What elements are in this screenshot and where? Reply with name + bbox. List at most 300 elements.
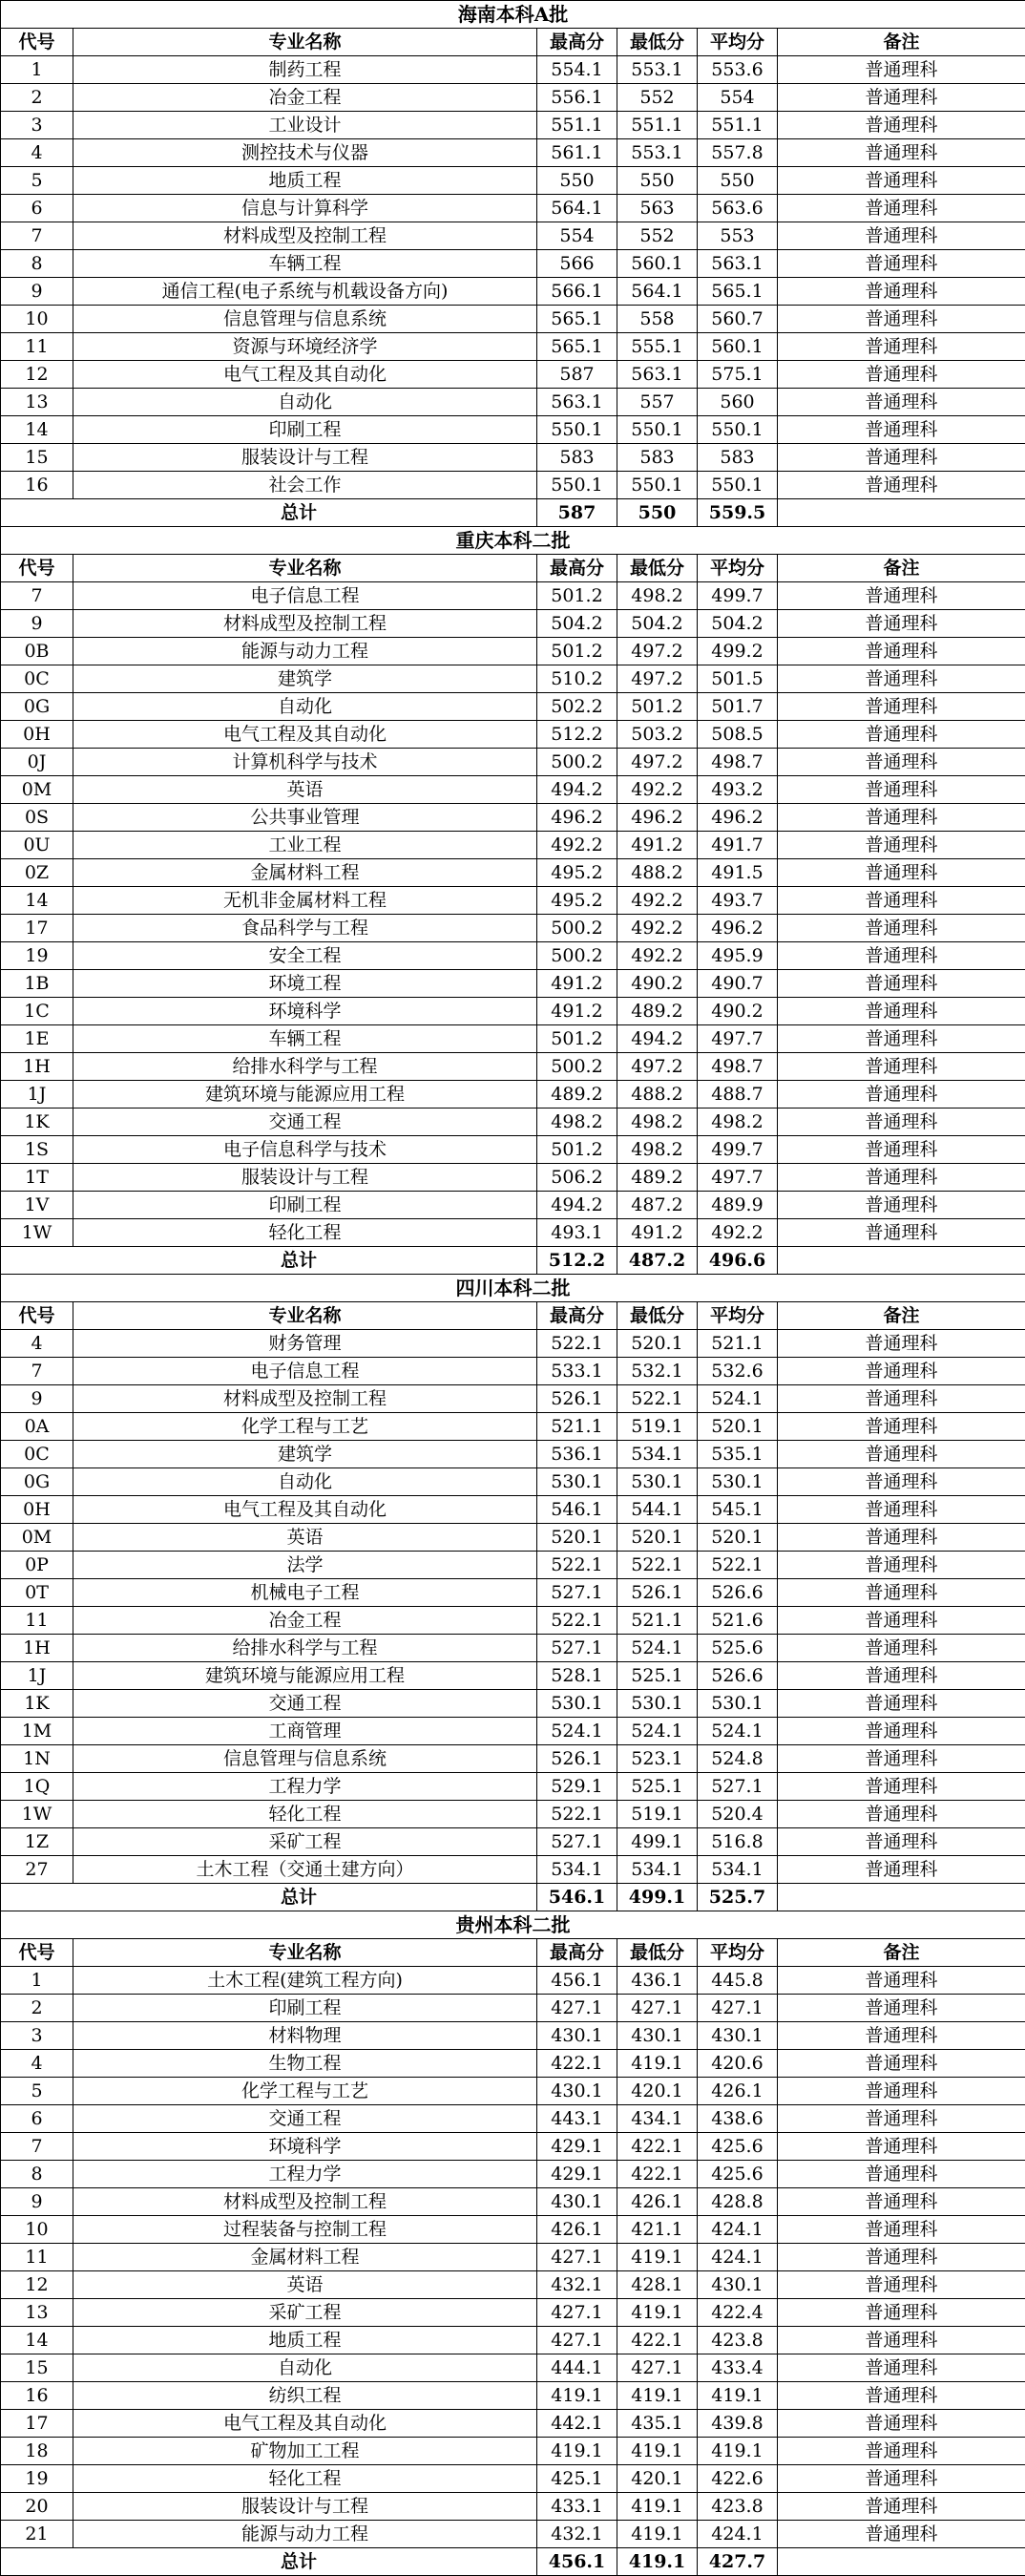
- min-score-cell: 498.2: [617, 582, 698, 610]
- code-cell: 5: [1, 167, 73, 195]
- major-cell: 材料成型及控制工程: [73, 222, 537, 250]
- note-cell: 普通理科: [778, 2078, 1025, 2105]
- major-cell: 英语: [73, 2271, 537, 2299]
- header-avg: 平均分: [698, 1302, 778, 1330]
- note-cell: 普通理科: [778, 832, 1025, 859]
- min-score-cell: 496.2: [617, 804, 698, 832]
- total-note-cell: [778, 2548, 1025, 2576]
- min-score-cell: 487.2: [617, 1192, 698, 1219]
- major-cell: 社会工作: [73, 472, 537, 499]
- total-row: [1, 499, 1025, 527]
- table-row: [1, 1828, 1025, 1856]
- code-cell: 1E: [1, 1025, 73, 1053]
- code-cell: 0H: [1, 1496, 73, 1524]
- section-title-row: [1, 1911, 1025, 1939]
- min-score-cell: 553.1: [617, 139, 698, 167]
- note-cell: 普通理科: [778, 2465, 1025, 2493]
- note-cell: 普通理科: [778, 1496, 1025, 1524]
- note-cell: 普通理科: [778, 2382, 1025, 2410]
- min-score-cell: 555.1: [617, 333, 698, 361]
- avg-score-cell: 490.2: [698, 998, 778, 1025]
- table-row: [1, 1856, 1025, 1884]
- avg-score-cell: 535.1: [698, 1441, 778, 1468]
- code-cell: 6: [1, 2105, 73, 2133]
- table-row: [1, 915, 1025, 942]
- max-score-cell: 427.1: [537, 2299, 617, 2327]
- avg-score-cell: 491.5: [698, 859, 778, 887]
- major-cell: 自动化: [73, 389, 537, 416]
- code-cell: 2: [1, 1995, 73, 2022]
- note-cell: 普通理科: [778, 749, 1025, 776]
- table-row: [1, 1413, 1025, 1441]
- major-cell: 轻化工程: [73, 1219, 537, 1247]
- major-cell: 建筑学: [73, 665, 537, 693]
- note-cell: 普通理科: [778, 693, 1025, 721]
- header-avg: 平均分: [698, 1939, 778, 1967]
- note-cell: 普通理科: [778, 859, 1025, 887]
- max-score-cell: 530.1: [537, 1468, 617, 1496]
- table-row: [1, 84, 1025, 112]
- code-cell: 4: [1, 139, 73, 167]
- avg-score-cell: 420.6: [698, 2050, 778, 2078]
- min-score-cell: 552: [617, 222, 698, 250]
- note-cell: 普通理科: [778, 1219, 1025, 1247]
- max-score-cell: 512.2: [537, 721, 617, 749]
- note-cell: 普通理科: [778, 1385, 1025, 1413]
- avg-score-cell: 526.6: [698, 1662, 778, 1690]
- min-score-cell: 550.1: [617, 416, 698, 444]
- section-title: 四川本科二批: [1, 1275, 1025, 1302]
- table-row: [1, 610, 1025, 638]
- note-cell: 普通理科: [778, 139, 1025, 167]
- table-row: [1, 1995, 1025, 2022]
- note-cell: 普通理科: [778, 1413, 1025, 1441]
- major-cell: 英语: [73, 776, 537, 804]
- major-cell: 车辆工程: [73, 250, 537, 278]
- avg-score-cell: 424.1: [698, 2244, 778, 2271]
- code-cell: 7: [1, 582, 73, 610]
- code-cell: 0U: [1, 832, 73, 859]
- total-avg: 427.7: [698, 2548, 778, 2576]
- min-score-cell: 497.2: [617, 665, 698, 693]
- major-cell: 车辆工程: [73, 1025, 537, 1053]
- avg-score-cell: 516.8: [698, 1828, 778, 1856]
- max-score-cell: 425.1: [537, 2465, 617, 2493]
- note-cell: 普通理科: [778, 2354, 1025, 2382]
- note-cell: 普通理科: [778, 2133, 1025, 2161]
- min-score-cell: 420.1: [617, 2078, 698, 2105]
- avg-score-cell: 430.1: [698, 2271, 778, 2299]
- min-score-cell: 419.1: [617, 2438, 698, 2465]
- note-cell: 普通理科: [778, 721, 1025, 749]
- max-score-cell: 495.2: [537, 859, 617, 887]
- min-score-cell: 503.2: [617, 721, 698, 749]
- code-cell: 0A: [1, 1413, 73, 1441]
- note-cell: 普通理科: [778, 472, 1025, 499]
- code-cell: 1W: [1, 1219, 73, 1247]
- major-cell: 电子信息科学与技术: [73, 1136, 537, 1164]
- max-score-cell: 430.1: [537, 2188, 617, 2216]
- max-score-cell: 551.1: [537, 112, 617, 139]
- major-cell: 建筑环境与能源应用工程: [73, 1662, 537, 1690]
- major-cell: 印刷工程: [73, 416, 537, 444]
- major-cell: 给排水科学与工程: [73, 1635, 537, 1662]
- total-avg: 496.6: [698, 1247, 778, 1275]
- avg-score-cell: 497.7: [698, 1164, 778, 1192]
- note-cell: 普通理科: [778, 2271, 1025, 2299]
- avg-score-cell: 553.6: [698, 56, 778, 84]
- min-score-cell: 560.1: [617, 250, 698, 278]
- table-row: [1, 1524, 1025, 1552]
- header-max: 最高分: [537, 1302, 617, 1330]
- min-score-cell: 524.1: [617, 1718, 698, 1745]
- header-min: 最低分: [617, 1939, 698, 1967]
- major-cell: 制药工程: [73, 56, 537, 84]
- table-row: [1, 998, 1025, 1025]
- major-cell: 电子信息工程: [73, 582, 537, 610]
- code-cell: 18: [1, 2438, 73, 2465]
- major-cell: 建筑环境与能源应用工程: [73, 1081, 537, 1109]
- table-row: [1, 56, 1025, 84]
- avg-score-cell: 419.1: [698, 2438, 778, 2465]
- major-cell: 土木工程(建筑工程方向): [73, 1967, 537, 1995]
- header-max: 最高分: [537, 555, 617, 582]
- min-score-cell: 553.1: [617, 56, 698, 84]
- note-cell: 普通理科: [778, 776, 1025, 804]
- min-score-cell: 488.2: [617, 1081, 698, 1109]
- major-cell: 材料物理: [73, 2022, 537, 2050]
- note-cell: 普通理科: [778, 2216, 1025, 2244]
- code-cell: 0M: [1, 1524, 73, 1552]
- max-score-cell: 533.1: [537, 1358, 617, 1385]
- table-row: [1, 942, 1025, 970]
- header-min: 最低分: [617, 1302, 698, 1330]
- max-score-cell: 529.1: [537, 1773, 617, 1801]
- major-cell: 工程力学: [73, 1773, 537, 1801]
- major-cell: 化学工程与工艺: [73, 2078, 537, 2105]
- code-cell: 9: [1, 278, 73, 306]
- avg-score-cell: 504.2: [698, 610, 778, 638]
- note-cell: 普通理科: [778, 250, 1025, 278]
- major-cell: 交通工程: [73, 2105, 537, 2133]
- max-score-cell: 566: [537, 250, 617, 278]
- avg-score-cell: 525.6: [698, 1635, 778, 1662]
- table-row: [1, 2105, 1025, 2133]
- table-row: [1, 195, 1025, 222]
- max-score-cell: 526.1: [537, 1745, 617, 1773]
- note-cell: 普通理科: [778, 1025, 1025, 1053]
- max-score-cell: 494.2: [537, 1192, 617, 1219]
- header-major: 专业名称: [73, 555, 537, 582]
- max-score-cell: 504.2: [537, 610, 617, 638]
- avg-score-cell: 498.7: [698, 1053, 778, 1081]
- note-cell: 普通理科: [778, 306, 1025, 333]
- table-row: [1, 2133, 1025, 2161]
- major-cell: 工业工程: [73, 832, 537, 859]
- max-score-cell: 419.1: [537, 2382, 617, 2410]
- header-major: 专业名称: [73, 1302, 537, 1330]
- max-score-cell: 565.1: [537, 306, 617, 333]
- major-cell: 能源与动力工程: [73, 638, 537, 665]
- max-score-cell: 430.1: [537, 2078, 617, 2105]
- header-code: 代号: [1, 29, 73, 56]
- table-row: [1, 2050, 1025, 2078]
- code-cell: 12: [1, 2271, 73, 2299]
- code-cell: 0C: [1, 1441, 73, 1468]
- table-row: [1, 832, 1025, 859]
- note-cell: 普通理科: [778, 1081, 1025, 1109]
- major-cell: 地质工程: [73, 2327, 537, 2354]
- min-score-cell: 526.1: [617, 1579, 698, 1607]
- max-score-cell: 563.1: [537, 389, 617, 416]
- min-score-cell: 501.2: [617, 693, 698, 721]
- code-cell: 11: [1, 333, 73, 361]
- code-cell: 16: [1, 2382, 73, 2410]
- major-cell: 工商管理: [73, 1718, 537, 1745]
- min-score-cell: 498.2: [617, 1109, 698, 1136]
- avg-score-cell: 422.6: [698, 2465, 778, 2493]
- table-row: [1, 2493, 1025, 2521]
- table-row: [1, 1109, 1025, 1136]
- major-cell: 地质工程: [73, 167, 537, 195]
- total-avg: 559.5: [698, 499, 778, 527]
- min-score-cell: 491.2: [617, 832, 698, 859]
- table-row: [1, 1081, 1025, 1109]
- major-cell: 纺织工程: [73, 2382, 537, 2410]
- max-score-cell: 443.1: [537, 2105, 617, 2133]
- max-score-cell: 501.2: [537, 582, 617, 610]
- code-cell: 0J: [1, 749, 73, 776]
- max-score-cell: 422.1: [537, 2050, 617, 2078]
- code-cell: 13: [1, 389, 73, 416]
- table-row: [1, 2465, 1025, 2493]
- table-row: [1, 1496, 1025, 1524]
- note-cell: 普通理科: [778, 638, 1025, 665]
- code-cell: 13: [1, 2299, 73, 2327]
- min-score-cell: 498.2: [617, 1136, 698, 1164]
- min-score-cell: 435.1: [617, 2410, 698, 2438]
- code-cell: 15: [1, 2354, 73, 2382]
- note-cell: 普通理科: [778, 2493, 1025, 2521]
- min-score-cell: 489.2: [617, 1164, 698, 1192]
- avg-score-cell: 499.7: [698, 582, 778, 610]
- code-cell: 1M: [1, 1718, 73, 1745]
- max-score-cell: 527.1: [537, 1579, 617, 1607]
- max-score-cell: 427.1: [537, 1995, 617, 2022]
- major-cell: 金属材料工程: [73, 859, 537, 887]
- max-score-cell: 491.2: [537, 998, 617, 1025]
- code-cell: 0H: [1, 721, 73, 749]
- max-score-cell: 426.1: [537, 2216, 617, 2244]
- min-score-cell: 488.2: [617, 859, 698, 887]
- min-score-cell: 563.1: [617, 361, 698, 389]
- code-cell: 0P: [1, 1552, 73, 1579]
- header-major: 专业名称: [73, 1939, 537, 1967]
- avg-score-cell: 534.1: [698, 1856, 778, 1884]
- major-cell: 交通工程: [73, 1109, 537, 1136]
- avg-score-cell: 520.1: [698, 1524, 778, 1552]
- min-score-cell: 492.2: [617, 915, 698, 942]
- min-score-cell: 524.1: [617, 1635, 698, 1662]
- major-cell: 测控技术与仪器: [73, 139, 537, 167]
- total-min: 499.1: [617, 1884, 698, 1911]
- max-score-cell: 561.1: [537, 139, 617, 167]
- table-row: [1, 167, 1025, 195]
- major-cell: 环境科学: [73, 2133, 537, 2161]
- table-row: [1, 361, 1025, 389]
- avg-score-cell: 521.6: [698, 1607, 778, 1635]
- note-cell: 普通理科: [778, 2410, 1025, 2438]
- note-cell: 普通理科: [778, 1635, 1025, 1662]
- code-cell: 7: [1, 2133, 73, 2161]
- avg-score-cell: 419.1: [698, 2382, 778, 2410]
- min-score-cell: 422.1: [617, 2161, 698, 2188]
- table-row: [1, 1967, 1025, 1995]
- min-score-cell: 497.2: [617, 1053, 698, 1081]
- header-code: 代号: [1, 1302, 73, 1330]
- total-min: 550: [617, 499, 698, 527]
- table-row: [1, 112, 1025, 139]
- max-score-cell: 456.1: [537, 1967, 617, 1995]
- avg-score-cell: 501.7: [698, 693, 778, 721]
- code-cell: 14: [1, 887, 73, 915]
- header-min: 最低分: [617, 29, 698, 56]
- code-cell: 0G: [1, 1468, 73, 1496]
- code-cell: 6: [1, 195, 73, 222]
- section-title: 海南本科A批: [1, 1, 1025, 29]
- avg-score-cell: 428.8: [698, 2188, 778, 2216]
- code-cell: 1S: [1, 1136, 73, 1164]
- section-title: 重庆本科二批: [1, 527, 1025, 555]
- min-score-cell: 544.1: [617, 1496, 698, 1524]
- min-score-cell: 436.1: [617, 1967, 698, 1995]
- major-cell: 电子信息工程: [73, 1358, 537, 1385]
- table-row: [1, 1053, 1025, 1081]
- table-row: [1, 1690, 1025, 1718]
- avg-score-cell: 521.1: [698, 1330, 778, 1358]
- max-score-cell: 522.1: [537, 1330, 617, 1358]
- max-score-cell: 554.1: [537, 56, 617, 84]
- avg-score-cell: 563.1: [698, 250, 778, 278]
- note-cell: 普通理科: [778, 1745, 1025, 1773]
- section-title: 贵州本科二批: [1, 1911, 1025, 1939]
- max-score-cell: 495.2: [537, 887, 617, 915]
- avg-score-cell: 565.1: [698, 278, 778, 306]
- avg-score-cell: 426.1: [698, 2078, 778, 2105]
- table-row: [1, 804, 1025, 832]
- table-row: [1, 416, 1025, 444]
- note-cell: 普通理科: [778, 389, 1025, 416]
- header-max: 最高分: [537, 29, 617, 56]
- table-row: [1, 1718, 1025, 1745]
- code-cell: 10: [1, 306, 73, 333]
- note-cell: 普通理科: [778, 1136, 1025, 1164]
- max-score-cell: 566.1: [537, 278, 617, 306]
- major-cell: 安全工程: [73, 942, 537, 970]
- note-cell: 普通理科: [778, 1662, 1025, 1690]
- note-cell: 普通理科: [778, 1358, 1025, 1385]
- table-row: [1, 444, 1025, 472]
- note-cell: 普通理科: [778, 942, 1025, 970]
- sheet-body: [1, 1, 1025, 2576]
- max-score-cell: 554: [537, 222, 617, 250]
- table-row: [1, 1025, 1025, 1053]
- column-header-row: [1, 1302, 1025, 1330]
- code-cell: 20: [1, 2493, 73, 2521]
- table-row: [1, 250, 1025, 278]
- code-cell: 16: [1, 472, 73, 499]
- note-cell: 普通理科: [778, 2438, 1025, 2465]
- max-score-cell: 527.1: [537, 1828, 617, 1856]
- min-score-cell: 427.1: [617, 2354, 698, 2382]
- table-row: [1, 278, 1025, 306]
- avg-score-cell: 424.1: [698, 2216, 778, 2244]
- code-cell: 0B: [1, 638, 73, 665]
- major-cell: 机械电子工程: [73, 1579, 537, 1607]
- code-cell: 1: [1, 56, 73, 84]
- note-cell: 普通理科: [778, 1995, 1025, 2022]
- max-score-cell: 526.1: [537, 1385, 617, 1413]
- note-cell: 普通理科: [778, 1441, 1025, 1468]
- total-row: [1, 2548, 1025, 2576]
- table-row: [1, 306, 1025, 333]
- code-cell: 8: [1, 2161, 73, 2188]
- major-cell: 服装设计与工程: [73, 1164, 537, 1192]
- avg-score-cell: 563.6: [698, 195, 778, 222]
- min-score-cell: 434.1: [617, 2105, 698, 2133]
- table-row: [1, 2161, 1025, 2188]
- section-title-row: [1, 1275, 1025, 1302]
- table-row: [1, 1164, 1025, 1192]
- code-cell: 15: [1, 444, 73, 472]
- total-max: 546.1: [537, 1884, 617, 1911]
- table-row: [1, 2271, 1025, 2299]
- table-row: [1, 721, 1025, 749]
- note-cell: 普通理科: [778, 998, 1025, 1025]
- table-row: [1, 582, 1025, 610]
- note-cell: 普通理科: [778, 2022, 1025, 2050]
- code-cell: 7: [1, 222, 73, 250]
- avg-score-cell: 583: [698, 444, 778, 472]
- avg-score-cell: 560: [698, 389, 778, 416]
- max-score-cell: 587: [537, 361, 617, 389]
- avg-score-cell: 491.7: [698, 832, 778, 859]
- avg-score-cell: 527.1: [698, 1773, 778, 1801]
- avg-score-cell: 422.4: [698, 2299, 778, 2327]
- max-score-cell: 432.1: [537, 2271, 617, 2299]
- avg-score-cell: 493.2: [698, 776, 778, 804]
- code-cell: 1Q: [1, 1773, 73, 1801]
- note-cell: 普通理科: [778, 278, 1025, 306]
- table-row: [1, 1745, 1025, 1773]
- min-score-cell: 530.1: [617, 1690, 698, 1718]
- avg-score-cell: 524.1: [698, 1718, 778, 1745]
- table-row: [1, 1358, 1025, 1385]
- note-cell: 普通理科: [778, 222, 1025, 250]
- code-cell: 0S: [1, 804, 73, 832]
- max-score-cell: 565.1: [537, 333, 617, 361]
- avg-score-cell: 550.1: [698, 472, 778, 499]
- table-row: [1, 2299, 1025, 2327]
- min-score-cell: 427.1: [617, 1995, 698, 2022]
- max-score-cell: 491.2: [537, 970, 617, 998]
- min-score-cell: 419.1: [617, 2299, 698, 2327]
- note-cell: 普通理科: [778, 1164, 1025, 1192]
- avg-score-cell: 499.7: [698, 1136, 778, 1164]
- min-score-cell: 520.1: [617, 1524, 698, 1552]
- avg-score-cell: 495.9: [698, 942, 778, 970]
- code-cell: 14: [1, 416, 73, 444]
